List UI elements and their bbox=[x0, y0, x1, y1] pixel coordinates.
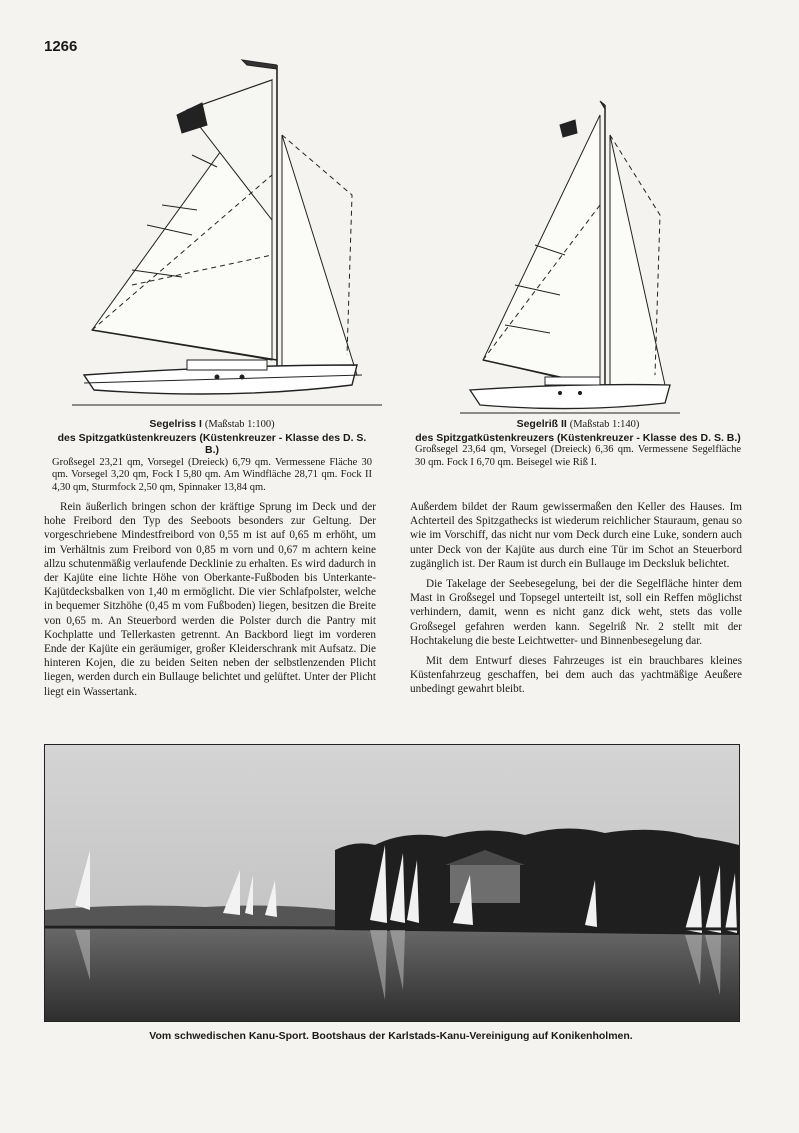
sail-plan-2-details: Großsegel 23,64 qm, Vorsegel (Dreieck) 6,36 qm. Vermessene Segelfläche 30 qm. Fock I 6,70 qm. Beisegel wie Riß I. bbox=[415, 444, 741, 468]
sail-plan-2-drawing bbox=[455, 95, 685, 415]
sail-plan-2-title: Segelriß II bbox=[516, 418, 567, 430]
article-paragraph: Die Takelage der Seebesegelung, bei der die Segelfläche hinter dem Mast in Großsegel und Topsegel unterteilt ist, soll ein Reffen möglichst verhindern, damit, wenn es nicht ganz dick weht, stets das volle Großsegel gefahren werden kann. Segelriß Nr. 2 stellt mit der Hochtakelung die beste Leichtwetter- und Binnenbesegelung dar. bbox=[410, 578, 742, 647]
article-paragraph: Rein äußerlich bringen schon der kräftige Sprung im Deck und der hohe Freibord den Typ des Seeboots besonders zur Geltung. Der vorgeschriebene Mindestfreibord von 0,55 m ist auf 0,65 m erhöht, um im Verhältnis zum Freibord von 0,85 m vorn und 0,67 m achtern keine allzu schutenmäßig verlaufende Decklinie zu erhalten. Es wird dadurch in der Kajüte eine lichte Höhe von Oberkante-Fußboden bis Unterkante-Kajütdecksbalken von 1,40 m ermöglicht. Die vier Schlafpolster, welche in bequemer Sitzhöhe (0,45 m vom Fußboden) liegen, besitzen die Breite von 0,65 m. An Steuerbord werden die Polster durch die Pantry mit Kochplatte und Tellerkasten getrennt. An Backbord liegt im vorderen Ende der Kajüte ein geräumiger, großer Kleiderschrank mit Aufsatz. Die hinteren Kojen, die zu beiden Seiten neben der selbstlenzenden Plicht liegen, werden durch ein Bullauge belichtet und gelüftet. Unter der Plicht liegt ein Wassertank. bbox=[44, 501, 376, 698]
sail-plan-2-scale: (Maßstab 1:140) bbox=[569, 419, 640, 430]
sail-plan-1-details: Großsegel 23,21 qm, Vorsegel (Dreieck) 6,79 qm. Vermessene Fläche 30 qm. Vorsegel 3,20 qm, Fock I 5,80 qm. Am Windfläche 28,71 qm. Fock II 4,30 qm, Sturmfock 2,50 qm, Spinnaker 13,84 qm. bbox=[52, 456, 372, 493]
photo-caption: Vom schwedischen Kanu-Sport. Bootshaus der Karlstads-Kanu-Vereinigung auf Konikenholmen. bbox=[149, 1030, 633, 1042]
article-paragraph: Außerdem bildet der Raum gewissermaßen den Keller des Hauses. Im Achterteil des Spitzgathecks ist wiederum reichlicher Stauraum, genau so wie im Vorschiff, das nicht nur vom Deck durch eine Luke, sondern auch unter Deck von der Kajüte aus durch eine Tür im Schot an Steuerbord zugänglich ist. Der Raum ist durch ein Bullauge im Decksluk belichtet. bbox=[410, 501, 742, 570]
page-number: 1266 bbox=[44, 38, 78, 55]
sail-plan-1-caption bbox=[52, 418, 372, 495]
canoe-club-photo bbox=[44, 744, 740, 1022]
article-right-column bbox=[410, 500, 742, 703]
sail-plan-1-title: Segelriss I bbox=[149, 418, 202, 430]
article-paragraph: Mit dem Entwurf dieses Fahrzeuges ist ein brauchbares kleines Küstenfahrzeug geschaffen, bei dem auch das yachtmäßige Aeußere unbedingt gewahrt bleibt. bbox=[410, 655, 742, 696]
sail-plan-1-subtitle: des Spitzgatküstenkreuzers (Küstenkreuzer - Klasse des D. S. B.) bbox=[57, 431, 367, 457]
sail-plan-2-caption bbox=[415, 418, 741, 469]
sail-plan-1-drawing bbox=[72, 55, 392, 415]
sail-plan-2-subtitle: des Spitzgatküstenkreuzers (Küstenkreuzer - Klasse des D. S. B.) bbox=[415, 431, 741, 444]
sail-plan-1-scale: (Maßstab 1:100) bbox=[204, 419, 275, 430]
article-left-column bbox=[44, 500, 376, 705]
